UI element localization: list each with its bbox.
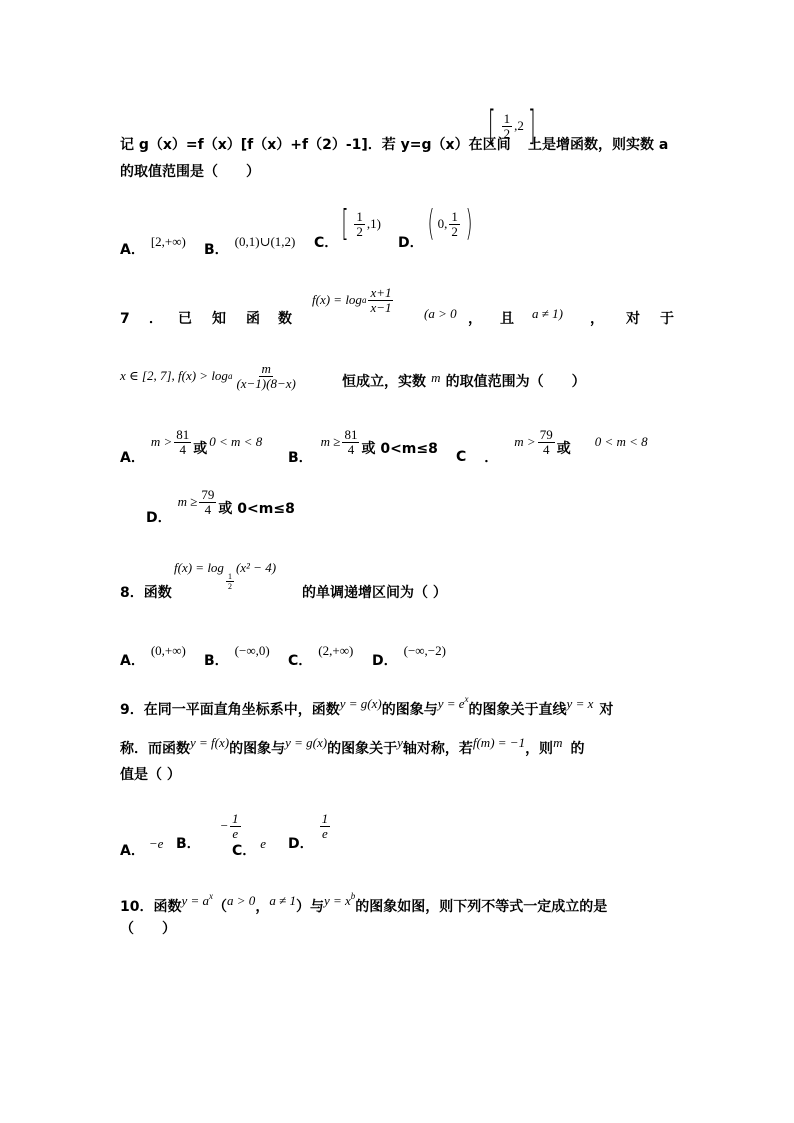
q7-option-b: B． m ≥ $\frac{81}{4}$ 或 0<m≤8 (288, 426, 438, 466)
q9-line3: 值是（ ） (120, 767, 181, 783)
q9-option-a: A． −e (120, 836, 164, 859)
q9-line2: 称．而函数$^{y = f(x)}$的图象与$^{y = g(x)}$的图象关于$^y$轴对称，若$^{f(m) = -1}$，则$^m$ 的 (120, 735, 585, 757)
q6-stem-part1: 记 g（x）=f（x）[f（x）+f（2）-1]．若 y=g（x）在区间 (120, 137, 511, 153)
q7-yu: 于 (660, 311, 674, 327)
q9-option-c: C． e (232, 836, 267, 859)
q6-option-d-fraction: $\frac{1}{2}$ (451, 208, 458, 239)
q7-close: ， (590, 311, 604, 327)
q7-number: 7 ． (120, 311, 163, 327)
q6-stem-part2-wrap (528, 134, 668, 154)
q8-function: f(x) = log $\frac{1}{2}$ (x² − 4) (174, 560, 277, 591)
q6-option-c-fraction: $\frac{1}{2}$ (356, 208, 363, 239)
q7-line2-fraction: $\frac{m}{(x-1)(8-x)}$ (236, 360, 296, 391)
q7-option-d: D． m ≥ $\frac{79}{4}$ 或 0<m≤8 (146, 486, 295, 526)
q6-option-a: A． [2,+∞) (120, 234, 186, 258)
q8-option-d: D． (−∞,−2) (372, 643, 446, 669)
q7-line2-math: x ∈ [2, 7], f(x) > log a $\frac{m}{(x-1)(8-x)}$ (120, 360, 296, 391)
q7-char-2: 知 (212, 311, 226, 327)
q6-option-b: B． (0,1)∪(1,2) (204, 234, 296, 258)
q7-condition-1: (a > 0 (424, 306, 457, 321)
q6-stem-line1 (120, 134, 511, 154)
q7-char-3: 函 (246, 311, 260, 327)
q6-stem-line2: 的取值范围是（ ） (120, 164, 260, 180)
q7-char-4: 数 (278, 311, 292, 327)
q10-line1: 10．函数$^{y = ax}$（$^{a > 0}$，$^{a \ne 1}$）与$^{y = xb}$的图象如图，则下列不等式一定成立的是 (120, 891, 608, 915)
q6-interval-left-bracket: [ (487, 103, 496, 149)
q7-and: 且 (500, 311, 514, 327)
q7-dui: 对 (626, 311, 640, 327)
q6-option-c: C． [ $\frac{1}{2}$ ,1) (314, 203, 381, 251)
q9-line1: 9．在同一平面直角坐标系中，函数$^{y = g(x)}$的图象与$^{y = ex}$的图象关于直线$^{y = x}$ 对 (120, 694, 614, 718)
q9-option-b: B． − $\frac{1}{e}$ (176, 810, 239, 852)
q8-stem-prefix: 8．函数 (120, 585, 172, 601)
q8-option-c: C． (2,+∞) (288, 643, 354, 669)
q6-interval-right-value: ,2 (514, 118, 524, 133)
q9-option-b-fraction: $\frac{1}{e}$ (232, 810, 239, 841)
q7-comma: ， (468, 311, 482, 327)
q8-option-b: B． (−∞,0) (204, 643, 270, 669)
q6-stem-part2: 上是增函数，则实数 a (528, 137, 669, 153)
q10-line2: （ ） (120, 921, 176, 937)
q8-log-base: $\frac{1}{2}$ (227, 572, 232, 591)
q8-option-a: A． (0,+∞) (120, 643, 186, 669)
q6-interval-right-bracket: ] (527, 103, 536, 149)
q9-option-d: D． $\frac{1}{e}$ (288, 810, 329, 852)
q6-option-d: D． ( 0, $\frac{1}{2}$ ) (398, 203, 473, 251)
q7-function-fraction: $\frac{x+1}{x-1}$ (370, 284, 392, 315)
q8-stem-suffix: 的单调递增区间为（ ） (302, 585, 447, 601)
q7-condition-2: a ≠ 1) (532, 306, 563, 321)
q7-function: f(x) = log a $\frac{x+1}{x-1}$ (312, 284, 392, 315)
q7-char-1: 已 (178, 311, 192, 327)
q7-option-c: C ． m > $\frac{79}{4}$ 或 0 < m < 8 (456, 426, 648, 466)
q7-option-a: A． m > $\frac{81}{4}$ 或 0 < m < 8 (120, 426, 263, 466)
q9-option-d-fraction: $\frac{1}{e}$ (321, 810, 329, 841)
q7-line2-text: 恒成立，实数 $^m$ 的取值范围为（ ） (342, 370, 586, 390)
q6-interval-fraction: $\frac{1}{2}$ (503, 110, 511, 141)
